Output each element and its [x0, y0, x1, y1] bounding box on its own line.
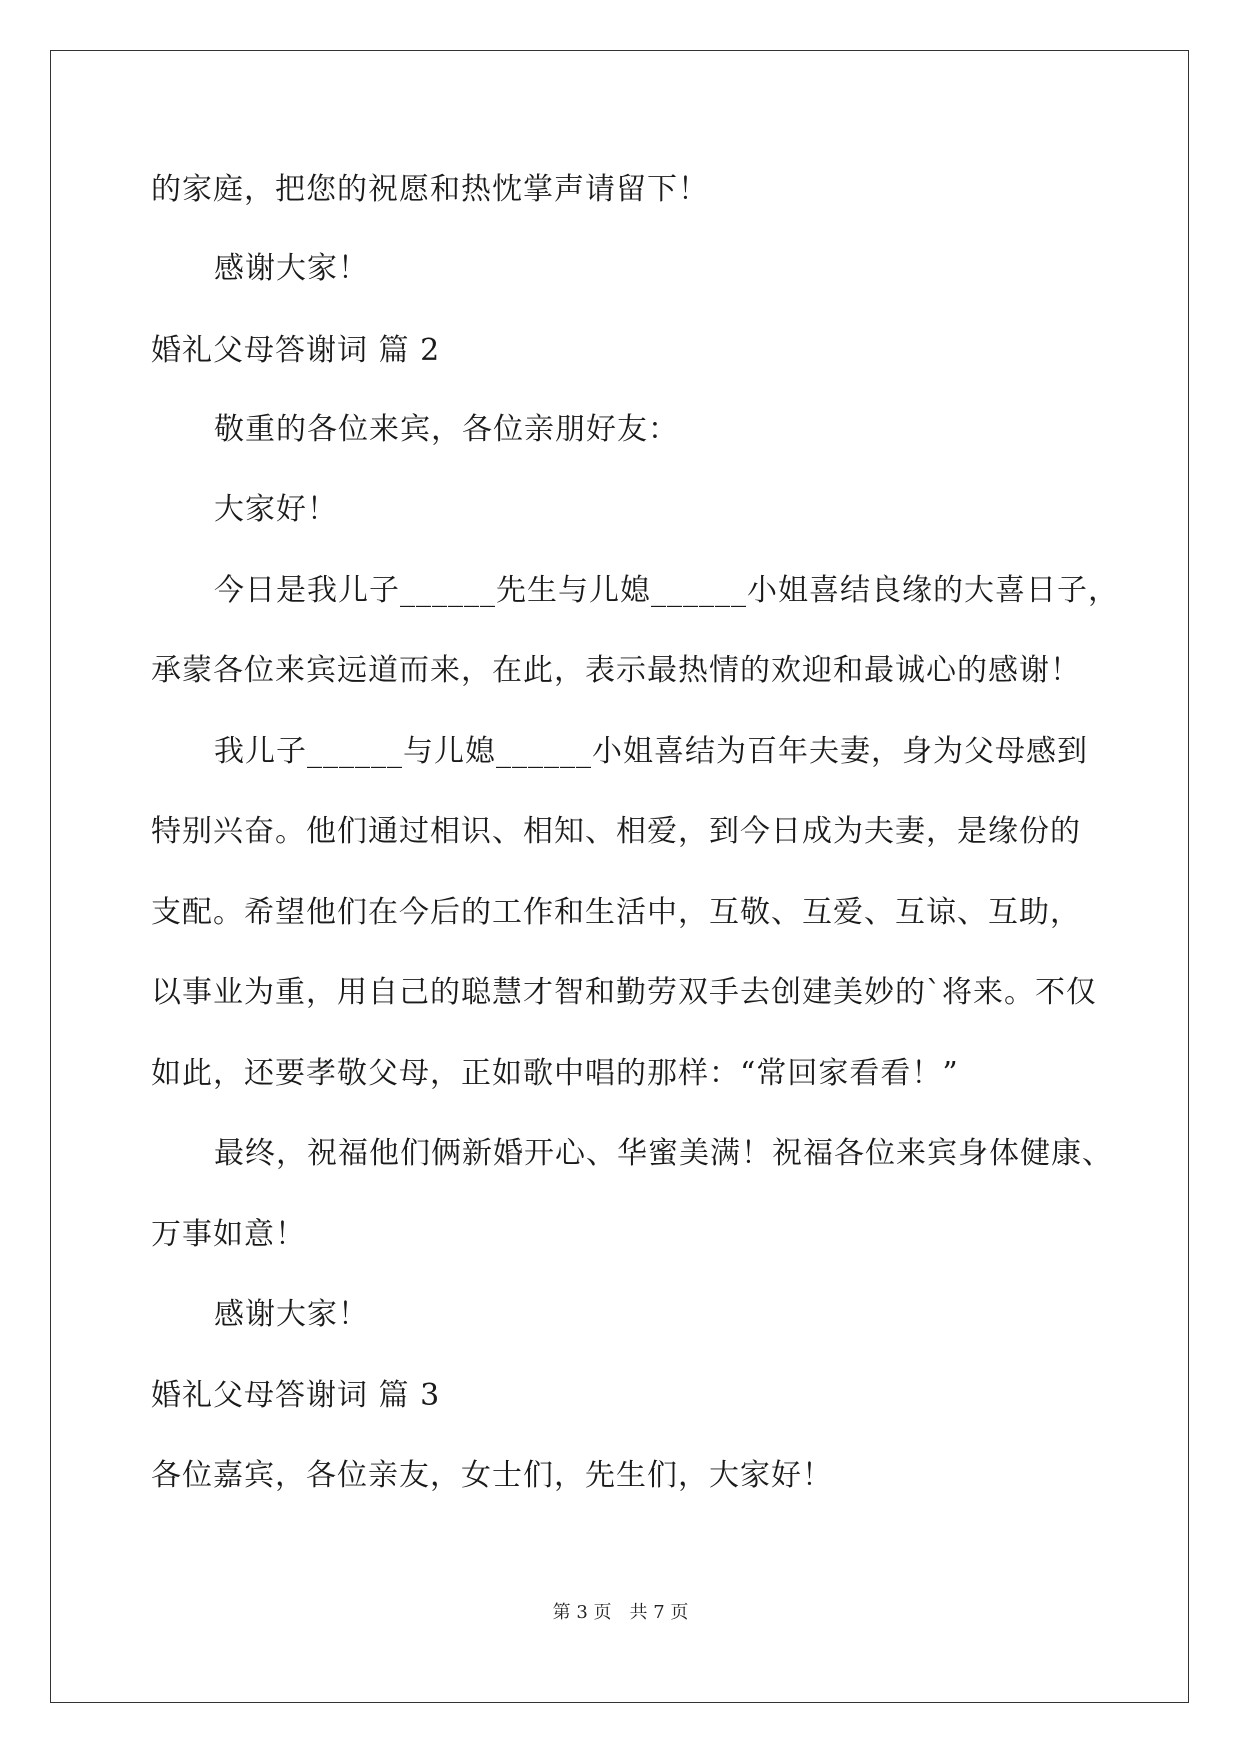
body-text-line: 的家庭，把您的祝愿和热忱掌声请留下！ — [151, 172, 709, 207]
body-text-line: 感谢大家！ — [214, 1297, 369, 1332]
body-text-line: 我儿子______与儿媳______小姐喜结为百年夫妻，身为父母感到 — [214, 734, 1088, 769]
body-text-line: 支配。希望他们在今后的工作和生活中，互敬、互爱、互谅、互助， — [151, 895, 1081, 930]
body-text-line: 最终，祝福他们俩新婚开心、华蜜美满！祝福各位来宾身体健康、 — [214, 1136, 1113, 1171]
body-text-line: 感谢大家！ — [214, 251, 369, 286]
body-text-line: 大家好！ — [214, 492, 338, 527]
body-text-line: 以事业为重，用自己的聪慧才智和勤劳双手去创建美妙的`将来。不仅 — [151, 975, 1097, 1010]
body-text-line: 敬重的各位来宾，各位亲朋好友： — [214, 412, 679, 447]
body-text-line: 如此，还要孝敬父母，正如歌中唱的那样：“常回家看看！” — [151, 1056, 959, 1091]
body-text-line: 各位嘉宾，各位亲友，女士们，先生们，大家好！ — [151, 1458, 833, 1493]
section-heading: 婚礼父母答谢词 篇 2 — [151, 333, 441, 368]
body-text-line: 万事如意！ — [151, 1217, 306, 1252]
page-number-footer: 第 3 页 共 7 页 — [552, 1602, 689, 1623]
section-heading: 婚礼父母答谢词 篇 3 — [151, 1378, 441, 1413]
body-text-line: 特别兴奋。他们通过相识、相知、相爱，到今日成为夫妻，是缘份的 — [151, 814, 1081, 849]
body-text-line: 今日是我儿子______先生与儿媳______小姐喜结良缘的大喜日子， — [214, 573, 1119, 608]
body-text-line: 承蒙各位来宾远道而来，在此，表示最热情的欢迎和最诚心的感谢！ — [151, 653, 1081, 688]
